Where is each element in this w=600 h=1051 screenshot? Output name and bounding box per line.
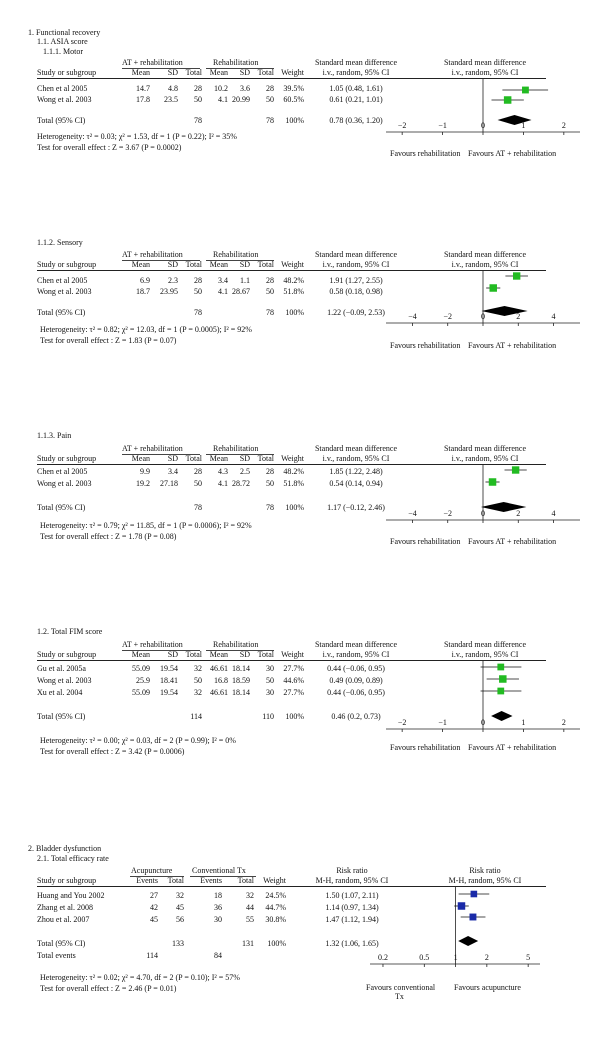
- cell-mean1: 9.9: [140, 467, 150, 476]
- axis-tick-label: 2: [561, 718, 566, 727]
- cell-n1: 50: [194, 287, 202, 296]
- cell-mean1: 19.2: [136, 479, 150, 488]
- cell-sd2: 2.5: [240, 467, 250, 476]
- cell-sd1: 19.54: [160, 688, 178, 697]
- total-weight: 100%: [285, 712, 304, 721]
- cell-n1: 50: [194, 676, 202, 685]
- axis-tick-label: 4: [551, 509, 556, 518]
- axis-tick-label: 0: [481, 509, 485, 518]
- cell-sd2: 18.14: [232, 688, 250, 697]
- plot-subheader: i.v., random, 95% CI: [451, 260, 519, 269]
- col-mean1: Mean: [131, 68, 150, 77]
- group1-header: AT + rehabilitation: [122, 58, 183, 67]
- heterogeneity-text: Heterogeneity: τ² = 0.82; χ² = 12.03, df = 1 (P = 0.0005); I² = 92%: [40, 325, 252, 334]
- axis-tick-label: −4: [408, 509, 417, 518]
- favours-right: Favours AT + rehabilitation: [468, 341, 557, 350]
- cell-mean2: 3.4: [218, 276, 228, 285]
- col-mean2: Mean: [209, 260, 228, 269]
- total-n2: 110: [262, 712, 274, 721]
- overall-effect-text: Test for overall effect : Z = 3.42 (P = 0.0006): [40, 747, 185, 756]
- axis-tick-label: 1: [521, 718, 526, 727]
- cell-mean2: 46.61: [210, 688, 228, 697]
- total-events1: 114: [146, 951, 158, 960]
- pooled-diamond: [481, 306, 527, 316]
- col-total2: Total: [257, 68, 274, 77]
- study-name: Chen et al 2005: [37, 467, 88, 476]
- col-sd2: SD: [239, 68, 250, 77]
- cell-sd2: 28.67: [232, 287, 250, 296]
- cell-sd1: 23.95: [160, 287, 178, 296]
- forest-plot: [374, 464, 592, 526]
- col-events2: Events: [200, 876, 222, 885]
- total-n1: 78: [194, 503, 202, 512]
- cell-weight: 48.2%: [283, 467, 304, 476]
- col-study: Study or subgroup: [37, 68, 97, 77]
- group2-header: Rehabilitation: [213, 250, 259, 259]
- study-name: Chen et al 2005: [37, 276, 88, 285]
- col-ci: i.v., random, 95% CI: [322, 68, 390, 77]
- col-weight: Weight: [281, 454, 304, 463]
- cell-sd2: 18.59: [232, 676, 250, 685]
- cell-mean2: 46.61: [210, 664, 228, 673]
- cell-n1: 32: [176, 891, 184, 900]
- total-n2: 78: [266, 503, 274, 512]
- cell-n2: 32: [246, 891, 254, 900]
- cell-ci: 0.49 (0.09, 0.89): [329, 676, 383, 685]
- study-name: Chen et al 2005: [37, 84, 88, 93]
- col-total2: Total: [237, 876, 254, 885]
- forest-plot: [374, 270, 592, 330]
- study-marker: [499, 675, 507, 683]
- cell-mean1: 17.8: [136, 95, 150, 104]
- total-weight: 100%: [267, 939, 286, 948]
- total-n1: 133: [172, 939, 184, 948]
- cell-sd1: 3.4: [168, 467, 178, 476]
- total-label: Total (95% CI): [37, 939, 86, 948]
- cell-ci: 0.61 (0.21, 1.01): [329, 95, 383, 104]
- cell-weight: 51.8%: [283, 287, 304, 296]
- cell-n2: 50: [266, 287, 274, 296]
- cell-events1: 27: [150, 891, 158, 900]
- cell-n1: 50: [194, 479, 202, 488]
- heterogeneity-text: Heterogeneity: τ² = 0.03; χ² = 1.53, df = 1 (P = 0.22); I² = 35%: [37, 132, 237, 141]
- cell-sd1: 4.8: [168, 84, 178, 93]
- cell-sd2: 1.1: [240, 276, 250, 285]
- favours-left: Favours conventional: [366, 983, 436, 992]
- col-ci: i.v., random, 95% CI: [322, 260, 390, 269]
- cell-events2: 30: [214, 915, 222, 924]
- cell-weight: 48.2%: [283, 276, 304, 285]
- pooled-diamond: [491, 711, 512, 721]
- study-marker: [513, 272, 520, 279]
- total-events2: 84: [214, 951, 222, 960]
- axis-tick-label: −2: [397, 121, 407, 130]
- panel-heading: 2.1. Total efficacy rate: [37, 854, 109, 863]
- total-ci: 0.78 (0.36, 1.20): [329, 116, 383, 125]
- cell-mean2: 4.1: [218, 479, 228, 488]
- cell-weight: 27.7%: [283, 688, 304, 697]
- col-total1: Total: [185, 68, 202, 77]
- group2-header: Conventional Tx: [192, 866, 246, 875]
- effect-header: Standard mean difference: [314, 640, 398, 649]
- cell-n2: 28: [266, 84, 274, 93]
- col-total2: Total: [257, 260, 274, 269]
- cell-weight: 24.5%: [265, 891, 286, 900]
- cell-weight: 60.5%: [283, 95, 304, 104]
- total-label: Total (95% CI): [37, 503, 86, 512]
- axis-tick-label: −1: [438, 718, 447, 727]
- col-study: Study or subgroup: [37, 876, 97, 885]
- col-weight: Weight: [281, 260, 304, 269]
- favours-left: Favours rehabilitation: [390, 537, 461, 546]
- heterogeneity-text: Heterogeneity: τ² = 0.00; χ² = 0.03, df = 2 (P = 0.99); I² = 0%: [40, 736, 236, 745]
- forest-plot: [360, 886, 560, 970]
- col-sd1: SD: [167, 260, 178, 269]
- cell-weight: 30.8%: [265, 915, 286, 924]
- axis-tick-label: 1: [521, 121, 526, 130]
- axis-tick-label: 1: [453, 953, 458, 962]
- cell-mean1: 55.09: [132, 688, 150, 697]
- col-mean1: Mean: [131, 260, 150, 269]
- cell-n2: 28: [266, 276, 274, 285]
- col-study: Study or subgroup: [37, 454, 97, 463]
- group1-header: Acupuncture: [131, 866, 173, 875]
- study-marker: [497, 664, 504, 671]
- axis-tick-label: 4: [551, 312, 556, 321]
- favours-right: Favours AT + rehabilitation: [468, 537, 557, 546]
- axis-tick-label: 2: [561, 121, 566, 130]
- cell-sd1: 18.41: [160, 676, 178, 685]
- favours-right: Favours acupuncture: [454, 983, 521, 992]
- plot-header: Risk ratio: [469, 866, 501, 875]
- col-sd2: SD: [239, 260, 250, 269]
- cell-n2: 50: [266, 676, 274, 685]
- cell-weight: 44.6%: [283, 676, 304, 685]
- axis-tick-label: 0: [481, 121, 485, 130]
- axis-tick-label: 2: [484, 953, 489, 962]
- cell-n1: 32: [194, 664, 202, 673]
- axis-tick-label: 0.2: [377, 953, 388, 962]
- group1-header: AT + rehabilitation: [122, 444, 183, 453]
- study-marker: [489, 284, 497, 292]
- section-heading: 1. Functional recovery: [28, 28, 101, 37]
- study-marker: [471, 891, 478, 898]
- cell-ci: 1.85 (1.22, 2.48): [329, 467, 383, 476]
- study-marker: [469, 914, 476, 921]
- col-mean1: Mean: [131, 454, 150, 463]
- total-ci: 1.22 (−0.09, 2.53): [327, 308, 385, 317]
- cell-sd2: 28.72: [232, 479, 250, 488]
- overall-effect-text: Test for overall effect : Z = 3.67 (P = 0.0002): [37, 143, 182, 152]
- group1-header: AT + rehabilitation: [122, 250, 183, 259]
- favours-left: Favours rehabilitation: [390, 149, 461, 158]
- plot-subheader: i.v., random, 95% CI: [451, 454, 519, 463]
- col-study: Study or subgroup: [37, 260, 97, 269]
- cell-n1: 28: [194, 84, 202, 93]
- total-weight: 100%: [285, 308, 304, 317]
- cell-mean2: 16.8: [214, 676, 228, 685]
- favours-left: Favours rehabilitation: [390, 743, 461, 752]
- cell-n2: 44: [246, 903, 254, 912]
- cell-mean1: 25.9: [136, 676, 150, 685]
- col-sd2: SD: [239, 650, 250, 659]
- cell-sd1: 19.54: [160, 664, 178, 673]
- cell-ci: 0.54 (0.14, 0.94): [329, 479, 383, 488]
- col-mean2: Mean: [209, 68, 228, 77]
- study-name: Zhang et al. 2008: [37, 903, 93, 912]
- col-total1: Total: [185, 260, 202, 269]
- cell-events1: 42: [150, 903, 158, 912]
- total-label: Total (95% CI): [37, 308, 86, 317]
- cell-n1: 50: [194, 95, 202, 104]
- axis-tick-label: 0: [481, 312, 485, 321]
- col-weight: Weight: [281, 68, 304, 77]
- effect-header: Risk ratio: [336, 866, 368, 875]
- plot-header: Standard mean difference: [443, 250, 527, 259]
- cell-mean1: 6.9: [140, 276, 150, 285]
- cell-ci: 1.91 (1.27, 2.55): [329, 276, 383, 285]
- cell-mean2: 10.2: [214, 84, 228, 93]
- cell-n1: 56: [176, 915, 184, 924]
- plot-header: Standard mean difference: [443, 444, 527, 453]
- col-sd1: SD: [167, 68, 178, 77]
- plot-header: Standard mean difference: [443, 58, 527, 67]
- cell-events2: 36: [214, 903, 222, 912]
- total-n1: 114: [190, 712, 202, 721]
- overall-effect-text: Test for overall effect : Z = 1.83 (P = 0.07): [40, 336, 177, 345]
- cell-ci: 0.44 (−0.06, 0.95): [327, 664, 385, 673]
- cell-mean2: 4.1: [218, 95, 228, 104]
- cell-weight: 27.7%: [283, 664, 304, 673]
- heterogeneity-text: Heterogeneity: τ² = 0.79; χ² = 11.85, df = 1 (P = 0.0006); I² = 92%: [40, 521, 252, 530]
- favours-right: Favours AT + rehabilitation: [468, 743, 557, 752]
- col-total1: Total: [167, 876, 184, 885]
- col-sd1: SD: [167, 650, 178, 659]
- study-name: Wong et al. 2003: [37, 479, 92, 488]
- study-marker: [522, 87, 529, 94]
- col-total2: Total: [257, 650, 274, 659]
- cell-weight: 51.8%: [283, 479, 304, 488]
- col-study: Study or subgroup: [37, 650, 97, 659]
- group2-header: Rehabilitation: [213, 640, 259, 649]
- total-ci: 0.46 (0.2, 0.73): [331, 712, 381, 721]
- total-n2: 131: [242, 939, 254, 948]
- cell-sd1: 23.5: [164, 95, 178, 104]
- total-weight: 100%: [285, 503, 304, 512]
- study-name: Zhou et al. 2007: [37, 915, 90, 924]
- cell-sd2: 20.99: [232, 95, 250, 104]
- cell-ci: 0.44 (−0.06, 0.95): [327, 688, 385, 697]
- panel-heading: 1.2. Total FIM score: [37, 627, 103, 636]
- col-total1: Total: [185, 650, 202, 659]
- forest-plot: [374, 660, 592, 732]
- axis-tick-label: −2: [443, 509, 452, 518]
- total-events-label: Total events: [37, 951, 76, 960]
- cell-ci: 1.47 (1.12, 1.94): [325, 915, 379, 924]
- cell-weight: 44.7%: [265, 903, 286, 912]
- total-ci: 1.17 (−0.12, 2.46): [327, 503, 385, 512]
- col-ci: i.v., random, 95% CI: [322, 454, 390, 463]
- col-sd1: SD: [167, 454, 178, 463]
- col-weight: Weight: [263, 876, 286, 885]
- total-ci: 1.32 (1.06, 1.65): [325, 939, 379, 948]
- cell-mean1: 55.09: [132, 664, 150, 673]
- axis-tick-label: 0.5: [419, 953, 430, 962]
- pooled-diamond: [498, 115, 532, 125]
- col-mean1: Mean: [131, 650, 150, 659]
- cell-events2: 18: [214, 891, 222, 900]
- cell-n1: 28: [194, 276, 202, 285]
- study-name: Gu et al. 2005a: [37, 664, 86, 673]
- col-mean2: Mean: [209, 454, 228, 463]
- study-marker: [512, 466, 519, 473]
- col-events1: Events: [136, 876, 158, 885]
- cell-n2: 30: [266, 688, 274, 697]
- study-marker: [497, 688, 504, 695]
- axis-tick-label: 2: [516, 509, 521, 518]
- overall-effect-text: Test for overall effect : Z = 1.78 (P = 0.08): [40, 532, 177, 541]
- study-name: Huang and You 2002: [37, 891, 105, 900]
- col-weight: Weight: [281, 650, 304, 659]
- cell-ci: 1.14 (0.97, 1.34): [325, 903, 379, 912]
- effect-header: Standard mean difference: [314, 58, 398, 67]
- cell-sd1: 2.3: [168, 276, 178, 285]
- cell-n2: 30: [266, 664, 274, 673]
- plot-header: Standard mean difference: [443, 640, 527, 649]
- cell-sd1: 27.18: [160, 479, 178, 488]
- group2-header: Rehabilitation: [213, 58, 259, 67]
- panel-heading: 1.1. ASIA score: [37, 37, 88, 46]
- axis-tick-label: 0: [481, 718, 485, 727]
- favours-left-line2: Tx: [395, 992, 404, 1001]
- col-total1: Total: [185, 454, 202, 463]
- panel-subheading: 1.1.1. Motor: [43, 47, 83, 56]
- axis-tick-label: 2: [516, 312, 521, 321]
- cell-ci: 1.05 (0.48, 1.61): [329, 84, 383, 93]
- study-name: Wong et al. 2003: [37, 676, 92, 685]
- cell-ci: 0.58 (0.18, 0.98): [329, 287, 383, 296]
- heterogeneity-text: Heterogeneity: τ² = 0.02; χ² = 4.70, df = 2 (P = 0.10); I² = 57%: [40, 973, 240, 982]
- panel-heading: 1.1.2. Sensory: [37, 238, 83, 247]
- cell-ci: 1.50 (1.07, 2.11): [325, 891, 379, 900]
- effect-header: Standard mean difference: [314, 444, 398, 453]
- cell-n2: 50: [266, 95, 274, 104]
- total-n1: 78: [194, 116, 202, 125]
- favours-left: Favours rehabilitation: [390, 341, 461, 350]
- total-n1: 78: [194, 308, 202, 317]
- cell-n1: 32: [194, 688, 202, 697]
- total-n2: 78: [266, 308, 274, 317]
- col-total2: Total: [257, 454, 274, 463]
- col-sd2: SD: [239, 454, 250, 463]
- cell-mean1: 14.7: [136, 84, 150, 93]
- overall-effect-text: Test for overall effect : Z = 2.46 (P = 0.01): [40, 984, 177, 993]
- plot-subheader: M-H, random, 95% CI: [448, 876, 522, 885]
- col-ci: M-H, random, 95% CI: [315, 876, 389, 885]
- pooled-diamond: [458, 936, 478, 946]
- cell-events1: 45: [150, 915, 158, 924]
- axis-tick-label: −4: [408, 312, 417, 321]
- cell-n2: 50: [266, 479, 274, 488]
- cell-weight: 39.5%: [283, 84, 304, 93]
- axis-tick-label: 5: [526, 953, 531, 962]
- axis-tick-label: −1: [438, 121, 447, 130]
- cell-mean1: 18.7: [136, 287, 150, 296]
- plot-subheader: i.v., random, 95% CI: [451, 650, 519, 659]
- col-ci: i.v., random, 95% CI: [322, 650, 390, 659]
- cell-n2: 55: [246, 915, 254, 924]
- study-marker: [458, 902, 466, 910]
- group2-header: Rehabilitation: [213, 444, 259, 453]
- cell-n2: 28: [266, 467, 274, 476]
- section-heading: 2. Bladder dysfunction: [28, 844, 102, 853]
- study-name: Wong et al. 2003: [37, 287, 92, 296]
- study-marker: [489, 478, 497, 486]
- effect-header: Standard mean difference: [314, 250, 398, 259]
- total-weight: 100%: [285, 116, 304, 125]
- cell-n1: 28: [194, 467, 202, 476]
- col-mean2: Mean: [209, 650, 228, 659]
- study-marker: [504, 96, 512, 104]
- panel-heading: 1.1.3. Pain: [37, 431, 72, 440]
- cell-sd2: 3.6: [240, 84, 250, 93]
- cell-n1: 45: [176, 903, 184, 912]
- group1-header: AT + rehabilitation: [122, 640, 183, 649]
- total-label: Total (95% CI): [37, 712, 86, 721]
- cell-mean2: 4.3: [218, 467, 228, 476]
- favours-right: Favours AT + rehabilitation: [468, 149, 557, 158]
- axis-tick-label: −2: [397, 718, 407, 727]
- total-n2: 78: [266, 116, 274, 125]
- study-name: Xu et al. 2004: [37, 688, 83, 697]
- plot-subheader: i.v., random, 95% CI: [451, 68, 519, 77]
- cell-sd2: 18.14: [232, 664, 250, 673]
- total-label: Total (95% CI): [37, 116, 86, 125]
- axis-tick-label: −2: [443, 312, 452, 321]
- cell-mean2: 4.1: [218, 287, 228, 296]
- study-name: Wong et al. 2003: [37, 95, 92, 104]
